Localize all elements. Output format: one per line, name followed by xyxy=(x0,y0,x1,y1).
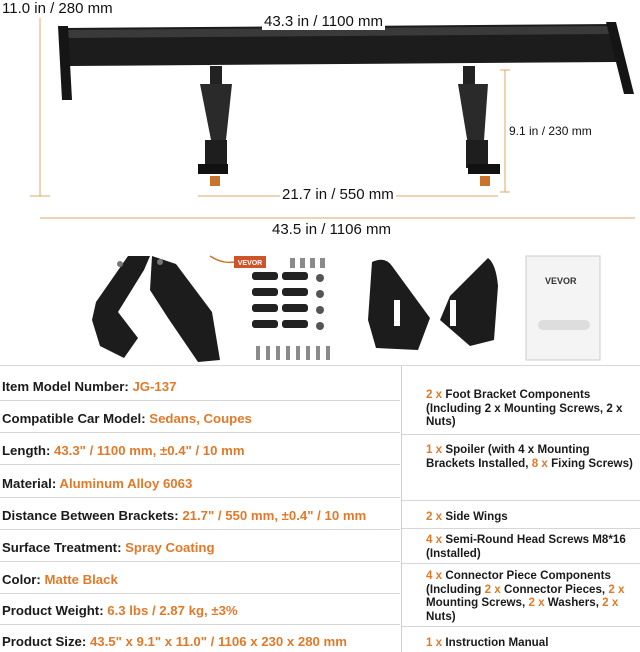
spec-value: Sedans, Coupes xyxy=(149,411,252,426)
spec-row-color xyxy=(2,572,118,587)
spec-row-size xyxy=(2,634,347,649)
package-item-connectors: 4 x Connector Piece Components (Including 2 x Connector Pieces, 2 x Mounting Screws, 2 x Washers, 2 x Nuts) xyxy=(426,569,625,623)
spec-value: 43.5" x 9.1" x 11.0" / 1106 x 230 x 280 mm xyxy=(89,634,348,649)
spec-label: Surface Treatment: xyxy=(2,540,122,555)
spec-list xyxy=(0,366,400,652)
package-item-foot-bracket: 2 x Foot Bracket Components (Including 2 x Mounting Screws, 2 x Nuts) xyxy=(426,388,623,428)
spec-label: Item Model Number: xyxy=(2,379,129,394)
left-bracket xyxy=(198,66,232,186)
connector-pieces xyxy=(252,272,308,328)
spec-value: Matte Black xyxy=(44,572,118,587)
spec-label: Compatible Car Model: xyxy=(2,411,146,426)
spec-row-weight xyxy=(2,603,238,618)
spec-label: Product Size: xyxy=(2,634,87,649)
height-dimension-label: 11.0 in / 280 mm xyxy=(2,0,113,17)
spec-value: JG-137 xyxy=(132,379,177,394)
spec-label: Length: xyxy=(2,443,51,458)
spec-label: Distance Between Brackets: xyxy=(2,508,179,523)
bracket-distance-dimension-label: 21.7 in / 550 mm xyxy=(282,186,394,203)
spec-table xyxy=(0,365,640,652)
brand-tag xyxy=(210,256,266,268)
side-wings xyxy=(368,258,498,350)
spec-label: Material: xyxy=(2,476,57,491)
spec-value: 6.3 lbs / 2.87 kg, ±3% xyxy=(107,603,238,618)
spec-value: 21.7" / 550 mm, ±0.4" / 10 mm xyxy=(182,508,367,523)
package-item-manual: 1 x Instruction Manual xyxy=(426,636,549,649)
spec-row-length xyxy=(2,443,245,458)
instruction-manual xyxy=(526,256,600,360)
manual-brand-text: VEVOR xyxy=(545,276,577,286)
package-item-screws: 4 x Semi-Round Head Screws M8*16 (Installed) xyxy=(426,533,626,560)
spec-row-model xyxy=(2,379,176,394)
wing-length-dimension-label: 43.3 in / 1100 mm xyxy=(264,13,383,30)
package-item-side-wings: 2 x Side Wings xyxy=(426,510,508,523)
spec-row-surface xyxy=(2,540,215,555)
foot-bracket-parts xyxy=(92,256,220,362)
tag-brand-text: VEVOR xyxy=(237,260,263,267)
package-list xyxy=(401,366,640,652)
package-item-spoiler: 1 x Spoiler (with 4 x Mounting Brackets Installed, 8 x Fixing Screws) xyxy=(426,443,633,470)
spec-label: Color: xyxy=(2,572,41,587)
spec-row-bracket-distance xyxy=(2,508,366,523)
spec-value: Spray Coating xyxy=(125,540,215,555)
spec-value: 43.3" / 1100 mm, ±0.4" / 10 mm xyxy=(54,443,245,458)
spec-value: Aluminum Alloy 6063 xyxy=(59,476,193,491)
spec-row-compatible xyxy=(2,411,252,426)
total-length-dimension-label: 43.5 in / 1106 mm xyxy=(272,221,391,238)
wing-body xyxy=(58,22,634,100)
spec-row-material xyxy=(2,476,192,491)
spec-label: Product Weight: xyxy=(2,603,104,618)
right-bracket xyxy=(458,66,500,186)
riser-height-dimension-label: 9.1 in / 230 mm xyxy=(509,124,592,138)
